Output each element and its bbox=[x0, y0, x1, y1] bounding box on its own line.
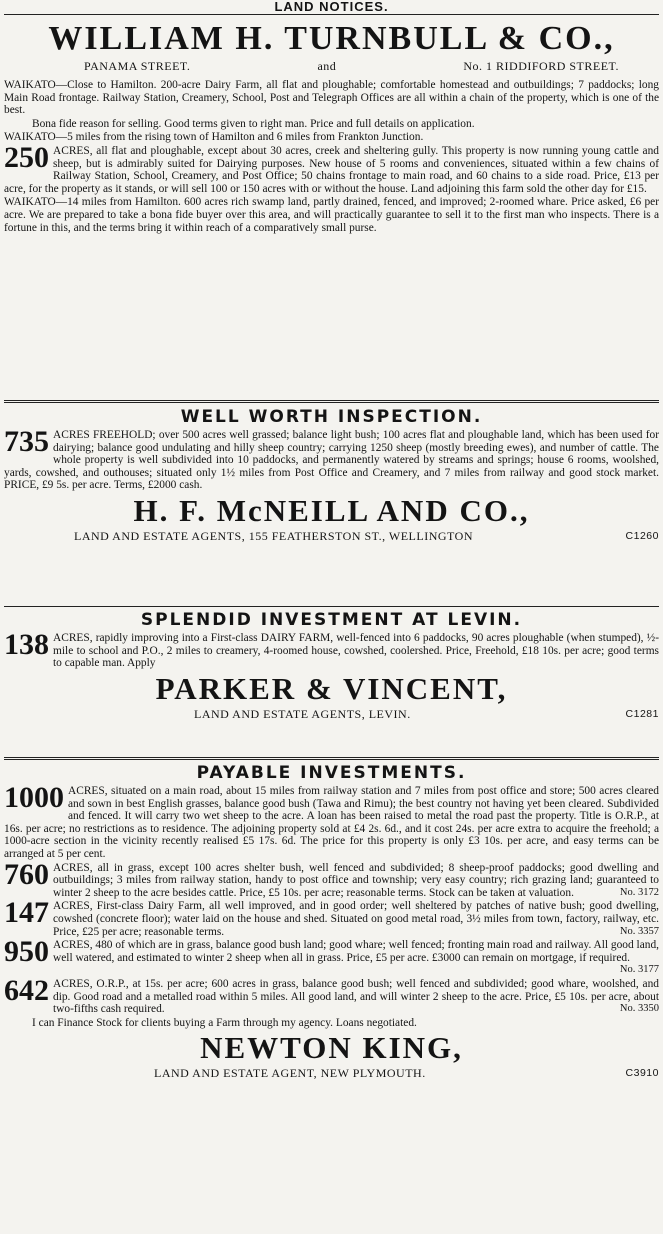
listing-ref: No. 3172 bbox=[619, 886, 659, 898]
mcneill-address-line bbox=[4, 529, 659, 544]
listing-text: ACRES, situated on a main road, about 15 miles from railway station and 7 miles from post office and store; 500 acres cleared and sown in best English grasses, balance good bush (Tawa and Rimu); the best country not having yet been cleared. Subdivided and fenced. It will carry two wet sheep to the acre. A loan has been raised to metal the road past the property. Title is O.R.P., at 16s. per acre; no restrictions as to residence. The adjoining property sold at £4 2s. 6d., and it cost 24s. per acre extra to acquire the freehold; a 1000-acre section in the vicinity recently realised £5 17s. 6d. The price for this property is only £3 10s. per acre, and easy terms can be arranged at 5 per cent. bbox=[4, 785, 659, 860]
newton-address: LAND AND ESTATE AGENT, NEW PLYMOUTH. bbox=[154, 1066, 426, 1081]
turnbull-listing-1: WAIKATO—Close to Hamilton. 200-acre Dairy Farm, all flat and ploughable; comfortable homestead and outbuildings; 7 paddocks; long Main Road frontage. Railway Station, Creamery, School, Post and Telegraph Offices are all within a chain of the property, which is one of the best. bbox=[4, 79, 659, 117]
turnbull-address bbox=[4, 59, 659, 74]
newton-listing-950 bbox=[4, 939, 659, 977]
listing-ref: No. 3357 bbox=[619, 925, 659, 937]
listing-text: ACRES, rapidly improving into a First-class DAIRY FARM, well-fenced into 6 paddocks, 90 acres ploughable (when stumped), ½-mile to school and P.O., 2 miles to creamery, 4-roomed house, cowshed, coolershed. Price, Freehold, £18 10s. per acre; good terms to capable man. Apply bbox=[53, 632, 659, 670]
acreage-number: 760 bbox=[4, 861, 49, 891]
parker-address: LAND AND ESTATE AGENTS, LEVIN. bbox=[194, 706, 411, 721]
newton-listing-760 bbox=[4, 862, 659, 900]
newton-ad-code: C3910 bbox=[625, 1067, 659, 1080]
listing-ref: No. 3177 bbox=[619, 964, 659, 976]
turnbull-advert bbox=[4, 15, 659, 400]
mcneill-advert bbox=[4, 403, 659, 606]
acreage-number: 950 bbox=[4, 939, 49, 969]
mcneill-heading: WELL WORTH INSPECTION. bbox=[180, 407, 483, 427]
parker-heading: SPLENDID INVESTMENT AT LEVIN. bbox=[140, 610, 523, 630]
turnbull-firm-name: WILLIAM H. TURNBULL & CO., bbox=[48, 20, 615, 57]
acreage-number: 138 bbox=[4, 632, 49, 661]
section-title: LAND NOTICES. bbox=[274, 0, 389, 14]
listing-text: ACRES, all flat and ploughable, except about 30 acres, creek and sheltering gully. This property is now running young cattle and sheep, but is admirably suited for Dairying purposes. New house of 5 rooms and conveniences, situated within a few chains of Railway Station, School, Creamery, and Post Office; 50 chains frontage to main road, and 60 chains to a side road. Price, £13 per acre, for the property as it stands, or will sell 100 or 150 acres with or without the house. Land adjoining this farm sold the other day for £15. bbox=[4, 144, 659, 195]
listing-text: ACRES, all in grass, except 100 acres shelter bush, well fenced and subdivided; 8 sheep-proof paddocks; good dwelling and outbuildings; 3 miles from railway station, handy to post office and township; very easy country; rich grazing land; guaranteed to winter 2 sheep to the acre besides cattle. Price, £5 10s. per acre; reasonable terms. Stock can be taken at valuation. bbox=[53, 861, 659, 899]
newton-listing-642 bbox=[4, 978, 659, 1016]
newton-address-line bbox=[4, 1066, 659, 1081]
parker-firm-name: PARKER & VINCENT, bbox=[155, 670, 508, 706]
turnbull-address-right: No. 1 RIDDIFORD STREET. bbox=[463, 59, 619, 73]
newton-listing-1000 bbox=[4, 785, 659, 861]
acreage-number: 735 bbox=[4, 429, 49, 458]
mcneill-address: LAND AND ESTATE AGENTS, 155 FEATHERSTON ST., WELLINGTON bbox=[74, 528, 473, 543]
acreage-number: 147 bbox=[4, 900, 49, 930]
listing-text: ACRES, First-class Dairy Farm, all well improved, and in good order; well sheltered by patches of native bush; good dwelling, cowshed (concrete floor); water laid on the house and shed. Situated on good metal road, 3½ miles from town, factory, railway, etc. Price, £25 per acre; reasonable terms. bbox=[53, 900, 659, 938]
mcneill-firm-name: H. F. McNEILL AND CO., bbox=[133, 492, 530, 528]
acreage-number: 1000 bbox=[4, 785, 64, 814]
turnbull-listing-2-location: WAIKATO—5 miles from the rising town of Hamilton and 6 miles from Frankton Junction. bbox=[4, 131, 424, 144]
newton-listing-147 bbox=[4, 900, 659, 938]
turnbull-listing-1-terms: Bona fide reason for selling. Good terms given to right man. Price and full details on application. bbox=[32, 117, 475, 130]
newton-heading: PAYABLE INVESTMENTS. bbox=[196, 763, 467, 783]
turnbull-listing-3: WAIKATO—14 miles from Hamilton. 600 acres rich swamp land, partly drained, fenced, and improved; 2-roomed whare. Price asked, £6 per acre. We are prepared to take a bona fide buyer over this area, and will practically guarantee to sell it to the first man who inspects. There is a fortune in this, and the terms bring it within reach of a comparatively small purse. bbox=[4, 196, 659, 234]
mcneill-listing bbox=[4, 429, 659, 492]
parker-listing bbox=[4, 632, 659, 670]
listing-text: ACRES, O.R.P., at 15s. per acre; 600 acres in grass, balance good bush; well fenced and subdivided; good whare, woolshed, and dip. Good road and a metalled road within 5 miles. All good land, and will winter 2 sheep to the acre. Price, £5 10s. per acre, about two-fifths cash required. bbox=[53, 977, 659, 1016]
listing-text: ACRES FREEHOLD; over 500 acres well grassed; balance light bush; 100 acres flat and ploughable land, which has been used for dairying; balance good undulating and hilly sheep country; carrying 1250 sheep (mostly breeding ewes), and number of cattle. The whole property is well subdivided into 10 paddocks, and permanently watered by streams and springs; house 6 rooms, woolshed, yards, cowshed, and outhouses; situated only 1½ miles from Post Office and Creamery, and 7 miles from railway and good stock market. PRICE, £9 5s. per acre. Terms, £2000 cash. bbox=[4, 429, 659, 492]
acreage-number: 642 bbox=[4, 977, 49, 1007]
listing-ref: No. 3350 bbox=[619, 1003, 659, 1015]
listing-text: ACRES, 480 of which are in grass, balance good bush land; good whare; well fenced; fronting main road and railway. All good land, well watered, and estimated to winter 2 sheep when all in grass. Price, £5 per acre. £3000 can remain on mortgage, if required. bbox=[53, 939, 659, 964]
turnbull-address-and: and bbox=[317, 59, 337, 73]
parker-advert bbox=[4, 607, 659, 757]
turnbull-listing-2 bbox=[4, 145, 659, 195]
newton-firm-name: NEWTON KING, bbox=[200, 1030, 463, 1066]
acreage-number: 250 bbox=[4, 144, 49, 174]
newton-finance-note: I can Finance Stock for clients buying a Farm through my agency. Loans negotiated. bbox=[32, 1016, 417, 1029]
parker-address-line bbox=[4, 707, 659, 722]
newton-advert bbox=[4, 760, 659, 1234]
turnbull-address-left: PANAMA STREET. bbox=[84, 59, 191, 73]
mcneill-ad-code: C1260 bbox=[625, 529, 659, 542]
parker-ad-code: C1281 bbox=[625, 707, 659, 720]
